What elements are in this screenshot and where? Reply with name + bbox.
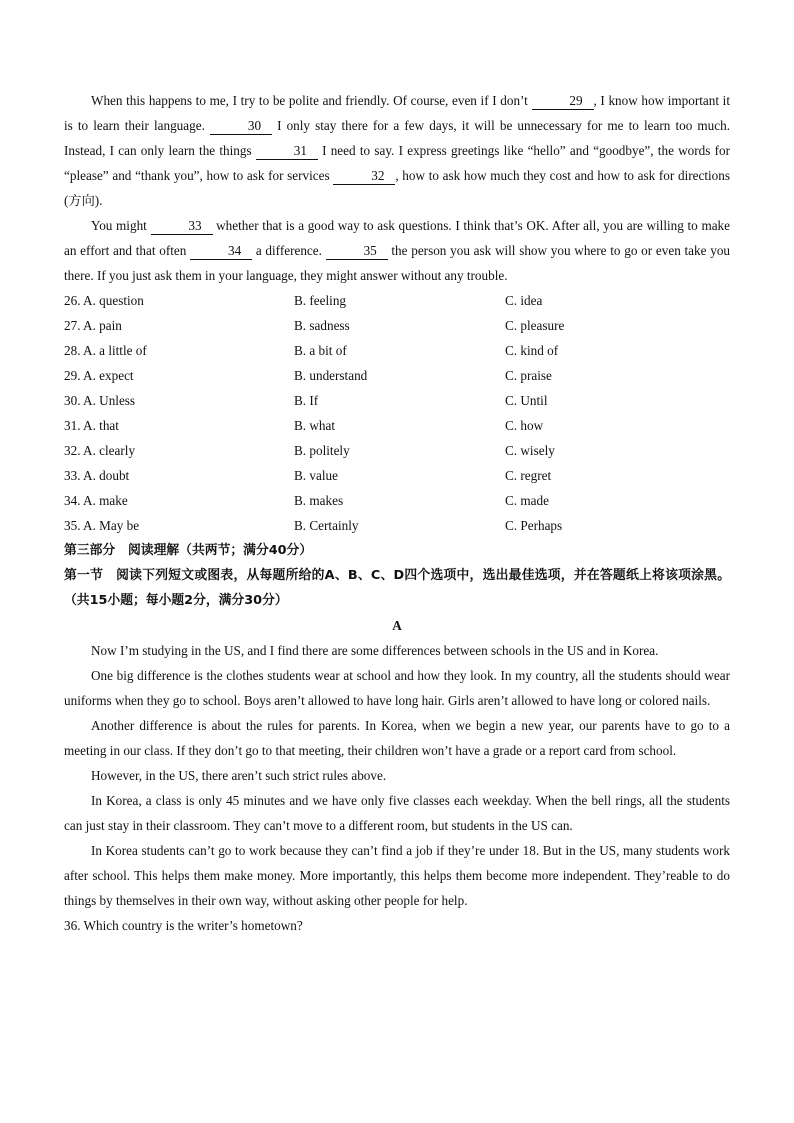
text-run: , I know how important it is to learn their language. xyxy=(64,93,731,133)
option-row xyxy=(64,488,730,513)
option-a[interactable]: 32. A. clearly xyxy=(64,443,136,458)
option-c[interactable]: C. pleasure xyxy=(505,318,565,333)
question-36: 36. Which country is the writer’s hometown? xyxy=(64,918,303,933)
option-c[interactable]: C. Until xyxy=(505,393,548,408)
passage-paragraph: One big difference is the clothes students wear at school and how they look. In my country, all the students should wear uniforms when they go to school. Boys aren’t allowed to have long hair. Girls aren’t allowed to have long or colored nails. xyxy=(64,668,730,708)
passage-paragraph: Another difference is about the rules for parents. In Korea, when we begin a new year, our parents have to go to a meeting in our class. If they don’t go to that meeting, their children won’t have a grade or a report card from school. xyxy=(64,718,730,758)
option-row xyxy=(64,438,730,463)
passage-heading: A xyxy=(392,618,402,633)
option-a[interactable]: 26. A. question xyxy=(64,293,144,308)
answer-options xyxy=(64,288,730,538)
section-title: 第三部分 阅读理解（共两节；满分40分） xyxy=(64,543,313,558)
option-b[interactable]: B. value xyxy=(294,468,338,483)
option-row xyxy=(64,288,730,313)
blank-31[interactable]: 31 xyxy=(256,143,318,160)
option-b[interactable]: B. politely xyxy=(294,443,350,458)
option-a[interactable]: 27. A. pain xyxy=(64,318,122,333)
blank-33[interactable]: 33 xyxy=(151,218,213,235)
text-run: I need to say. I express greetings like “hello” and “goodbye”, the words for “please” and “thank you”, how to ask for services xyxy=(64,143,730,183)
text-run: a difference. xyxy=(252,243,326,258)
option-c[interactable]: C. praise xyxy=(505,368,552,383)
option-c[interactable]: C. kind of xyxy=(505,343,559,358)
option-c[interactable]: C. wisely xyxy=(505,443,555,458)
blank-32[interactable]: 32 xyxy=(333,168,395,185)
option-row xyxy=(64,388,730,413)
option-a[interactable]: 34. A. make xyxy=(64,493,128,508)
option-c[interactable]: C. made xyxy=(505,493,549,508)
cloze-paragraph-2 xyxy=(64,213,730,288)
option-row xyxy=(64,513,730,538)
option-a[interactable]: 29. A. expect xyxy=(64,368,134,383)
exam-page xyxy=(64,88,730,938)
option-b[interactable]: B. what xyxy=(294,418,336,433)
option-c[interactable]: C. how xyxy=(505,418,544,433)
option-b[interactable]: B. feeling xyxy=(294,293,347,308)
passage-paragraph: However, in the US, there aren’t such strict rules above. xyxy=(91,768,387,783)
option-b[interactable]: B. a bit of xyxy=(294,343,347,358)
cloze-paragraph-1 xyxy=(64,88,730,213)
option-b[interactable]: B. makes xyxy=(294,493,344,508)
text-run: , how to ask how much they cost and how to ask for directions (方向). xyxy=(64,168,730,208)
option-c[interactable]: C. Perhaps xyxy=(505,518,563,533)
option-row xyxy=(64,338,730,363)
option-b[interactable]: B. If xyxy=(294,393,319,408)
text-run: the person you ask will show you where to go or even take you there. If you just ask them in your language, they might answer without any trouble. xyxy=(64,243,731,283)
blank-34[interactable]: 34 xyxy=(190,243,252,260)
option-b[interactable]: B. sadness xyxy=(294,318,350,333)
option-a[interactable]: 28. A. a little of xyxy=(64,343,147,358)
text-run: I only stay there for a few days, it will be unnecessary for me to learn too much. Instead, I can only learn the things xyxy=(64,118,730,158)
option-c[interactable]: C. idea xyxy=(505,293,543,308)
blank-29[interactable]: 29 xyxy=(532,93,594,110)
blank-30[interactable]: 30 xyxy=(210,118,272,135)
option-a[interactable]: 30. A. Unless xyxy=(64,393,136,408)
option-a[interactable]: 33. A. doubt xyxy=(64,468,130,483)
section-instructions: 第一节 阅读下列短文或图表，从每题所给的A、B、C、D四个选项中，选出最佳选项，并在答题纸上将该项涂黑。（共15小题；每小题2分，满分30分） xyxy=(64,568,730,608)
blank-35[interactable]: 35 xyxy=(326,243,388,260)
option-c[interactable]: C. regret xyxy=(505,468,552,483)
option-b[interactable]: B. Certainly xyxy=(294,518,359,533)
option-row xyxy=(64,463,730,488)
text-run: whether that is a good way to ask questions. I think that’s OK. After all, you are willing to make an effort and that often xyxy=(64,218,730,258)
option-b[interactable]: B. understand xyxy=(294,368,368,383)
text-run: When this happens to me, I try to be polite and friendly. Of course, even if I don’t xyxy=(91,93,532,108)
passage-paragraph: Now I’m studying in the US, and I find there are some differences between schools in the US and in Korea. xyxy=(91,643,659,658)
passage-paragraph: In Korea, a class is only 45 minutes and we have only five classes each weekday. When the bell rings, all the students can just stay in their classroom. They can’t move to a different room, but students in the US can. xyxy=(64,793,730,833)
option-a[interactable]: 35. A. May be xyxy=(64,518,140,533)
option-a[interactable]: 31. A. that xyxy=(64,418,119,433)
option-row xyxy=(64,363,730,388)
passage-paragraph: In Korea students can’t go to work because they can’t find a job if they’re under 18. But in the US, many students work after school. This helps them make money. More importantly, this helps them become more independent. They’reable to do things by themselves in their own way, without asking other people for help. xyxy=(64,843,730,908)
option-row xyxy=(64,413,730,438)
text-run: You might xyxy=(91,218,151,233)
option-row xyxy=(64,313,730,338)
